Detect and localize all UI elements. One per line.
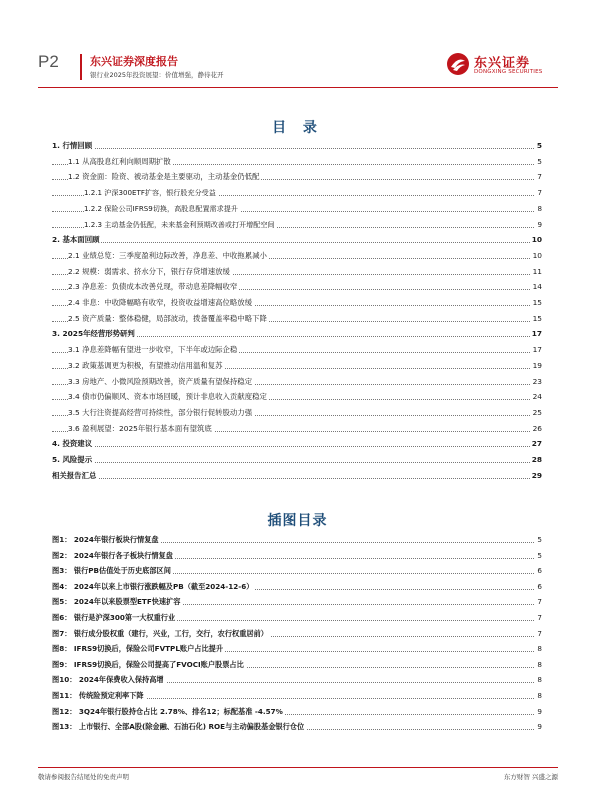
toc-entry-text: 1.2.2 保险公司IFRS9切换，高股息配置需求提升 [84, 203, 238, 213]
toc-entry-page: 5 [536, 141, 542, 150]
report-title: 东兴证券深度报告 [90, 55, 178, 68]
toc-entry[interactable] [52, 407, 542, 419]
figure-entry[interactable] [52, 628, 542, 640]
figure-entry[interactable] [52, 674, 542, 686]
toc-entry-text: 3.6 盈利展望：2025年银行基本面有望筑底 [68, 423, 212, 433]
figure-entry-text: 图3： 银行PB估值处于历史底部区间 [52, 566, 171, 576]
header-rule [38, 87, 558, 88]
figure-entry[interactable] [52, 534, 542, 546]
toc-entry-text: 3.4 债市仍偏顺风、资本市场回暖，预计非息收入贡献度稳定 [68, 392, 267, 402]
toc-title: 目 录 [272, 120, 323, 136]
footer-rule [38, 767, 558, 768]
figure-entry-page: 9 [537, 706, 542, 716]
figure-entry-page: 5 [537, 535, 542, 544]
toc-entry-page: 27 [531, 439, 542, 449]
figure-entry-page: 8 [537, 691, 542, 700]
footer-slogan: 东方财智 兴盛之源 [503, 773, 558, 781]
toc-entry-text: 1. 行情回顾 [52, 141, 93, 150]
toc-entry[interactable] [52, 203, 542, 215]
figure-entry-text: 图8： IFRS9切换后，保险公司FVTPL账户占比提升 [52, 644, 224, 654]
figure-entry[interactable] [52, 659, 542, 671]
leader-dots [52, 446, 542, 447]
leader-dots [52, 148, 542, 149]
logo-name: 东兴证券 [474, 56, 531, 71]
toc-entry-text: 2.1 业绩总览：三季度盈利边际改善，净息差、中收拖累减小 [68, 250, 267, 260]
figure-entry[interactable] [52, 706, 542, 718]
toc-entry-text: 3.1 净息差降幅有望进一步收窄，下半年或边际企稳 [68, 345, 238, 355]
leader-dots [52, 478, 542, 479]
toc-entry-page: 11 [532, 266, 542, 276]
toc-entry-text: 1.2.3 主动基金仍低配，未来基金利预期改善或打开增配空间 [84, 219, 275, 229]
toc-entry-text: 2.5 资产质量：整体稳健，局部波动，拨备覆盖率稳中略下降 [68, 313, 267, 323]
figure-entry-page: 7 [537, 597, 542, 607]
figure-entry[interactable] [52, 596, 542, 608]
toc-entry-text: 3. 2025年经营形势研判 [52, 329, 135, 339]
toc-entry-page: 15 [532, 313, 542, 323]
toc-entry-text: 4. 投资建议 [52, 439, 93, 449]
toc-entry-page: 17 [532, 345, 542, 355]
figure-entry[interactable] [52, 643, 542, 655]
logo-english-name: DONGXING SECURITIES [474, 69, 543, 75]
figure-entry-page: 8 [537, 644, 542, 654]
figure-entry-text: 图2： 2024年银行各子板块行情复盘 [52, 550, 173, 560]
toc-entry-text: 1.2.1 沪深300ETF扩容，银行股充分受益 [84, 188, 216, 198]
toc-entry[interactable] [52, 281, 542, 293]
toc-entry[interactable] [52, 297, 542, 309]
toc-entry-text: 2.3 净息差：负债成本改善兑现，带动息差降幅收窄 [68, 282, 238, 292]
toc-entry[interactable] [52, 344, 542, 356]
toc-entry-page: 10 [531, 235, 542, 245]
toc-entry-text: 3.3 房地产、小微风险预期改善，资产质量有望保持稳定 [68, 376, 253, 386]
toc-entry[interactable] [52, 219, 542, 231]
disclaimer-note: 敬请参阅报告结尾处的免责声明 [38, 773, 129, 781]
toc-entry[interactable] [52, 313, 542, 325]
toc-entry[interactable] [52, 454, 542, 466]
figure-entry-text: 图11： 传统险预定利率下降 [52, 691, 144, 700]
figure-entry[interactable] [52, 721, 542, 733]
toc-entry-page: 10 [532, 250, 542, 260]
toc-entry[interactable] [52, 250, 542, 262]
leader-dots [52, 462, 542, 463]
figure-entry[interactable] [52, 690, 542, 702]
toc-entry-text: 5. 风险提示 [52, 455, 93, 464]
toc-entry-page: 5 [537, 156, 542, 166]
figure-entry-page: 6 [537, 566, 542, 576]
toc-entry-page: 23 [532, 376, 542, 386]
toc-entry[interactable] [52, 266, 542, 278]
figure-entry-text: 图5： 2024年以来股票型ETF快速扩容 [52, 597, 181, 607]
figure-entry-text: 图13： 上市银行、全部A股(除金融、石油石化) ROE与主动偏股基金银行仓位 [52, 722, 305, 732]
toc-entry-page: 26 [532, 423, 542, 433]
toc-entry[interactable] [52, 171, 542, 183]
toc-entry-page: 7 [537, 188, 542, 198]
toc-entry[interactable] [52, 328, 542, 340]
toc-entry[interactable] [52, 438, 542, 450]
header-divider [80, 54, 82, 80]
toc-entry-text: 相关报告汇总 [52, 470, 97, 480]
figure-entry-page: 7 [537, 628, 542, 638]
figure-entry-page: 7 [537, 613, 542, 622]
toc-entry[interactable] [52, 423, 542, 435]
toc-entry-page: 9 [537, 219, 542, 229]
figure-entry-page: 9 [537, 722, 542, 732]
toc-entry-text: 1.1 从高股息红利向顺周期扩散 [68, 156, 171, 166]
figure-entry[interactable] [52, 565, 542, 577]
toc-entry-page: 15 [532, 298, 542, 307]
figure-entry[interactable] [52, 612, 542, 624]
toc-entry-text: 3.5 大行注资提高经营可持续性，部分银行促转股动力强 [68, 407, 253, 417]
toc-entry-text: 2.2 规模：弱需求、挤水分下，银行存贷增速放缓 [68, 266, 230, 276]
report-subtitle: 银行业2025年投资展望：价值增强，静待花开 [90, 71, 224, 79]
figure-list-title: 插图目录 [267, 513, 328, 529]
toc-entry-page: 24 [532, 392, 542, 402]
figure-entry-text: 图1： 2024年银行板块行情复盘 [52, 535, 159, 544]
figure-entry-text: 图4： 2024年以来上市银行涨跌幅及PB（截至2024-12-6） [52, 581, 254, 591]
figure-entry-page: 8 [537, 675, 542, 685]
toc-entry-text: 1.2 资金面：险资、被动基金是主要驱动，主动基金仍低配 [68, 172, 260, 182]
toc-entry-text: 3.2 政策基调更为积极，有望推动信用温和复苏 [68, 360, 223, 370]
figure-entry-text: 图12： 3Q24年银行股持仓占比 2.78%、排名12；标配基准 -4.57% [52, 706, 283, 716]
toc-entry-page: 17 [531, 329, 542, 339]
toc-entry[interactable] [52, 360, 542, 372]
toc-entry-text: 2. 基本面回顾 [52, 235, 100, 245]
toc-entry-page: 19 [532, 360, 542, 370]
toc-entry[interactable] [52, 187, 542, 199]
figure-entry-text: 图7： 银行成分股权重（建行，兴业，工行，交行，农行权重居前） [52, 628, 268, 638]
leader-dots [52, 242, 542, 243]
toc-entry-text: 2.4 非息：中收降幅略有收窄，投资收益增速高位略放缓 [68, 298, 253, 307]
figure-entry[interactable] [52, 550, 542, 562]
figure-entry-text: 图9： IFRS9切换后，保险公司提高了FVOCI账户股票占比 [52, 659, 244, 669]
figure-entry-text: 图6： 银行是沪深300第一大权重行业 [52, 613, 176, 622]
toc-entry[interactable] [52, 234, 542, 246]
figure-entry-text: 图10： 2024年保费收入保持高增 [52, 675, 164, 685]
page-number: P2 [38, 52, 59, 71]
toc-entry-page: 7 [537, 172, 542, 182]
company-logo [446, 50, 556, 82]
page-header [38, 50, 558, 90]
figure-entry-page: 5 [537, 550, 542, 560]
toc-entry[interactable] [52, 376, 542, 388]
logo-mark-icon [446, 52, 470, 76]
toc-entry[interactable] [52, 391, 542, 403]
toc-entry[interactable] [52, 156, 542, 168]
figure-entry[interactable] [52, 581, 542, 593]
toc-entry-page: 8 [537, 203, 542, 213]
figure-entry-page: 8 [537, 659, 542, 669]
toc-entry-page: 29 [531, 470, 542, 480]
toc-entry-page: 25 [532, 407, 542, 417]
toc-entry[interactable] [52, 140, 542, 152]
toc-entry[interactable] [52, 470, 542, 482]
toc-entry-page: 14 [532, 282, 542, 292]
toc-entry-page: 28 [531, 455, 542, 464]
figure-entry-page: 6 [537, 581, 542, 591]
